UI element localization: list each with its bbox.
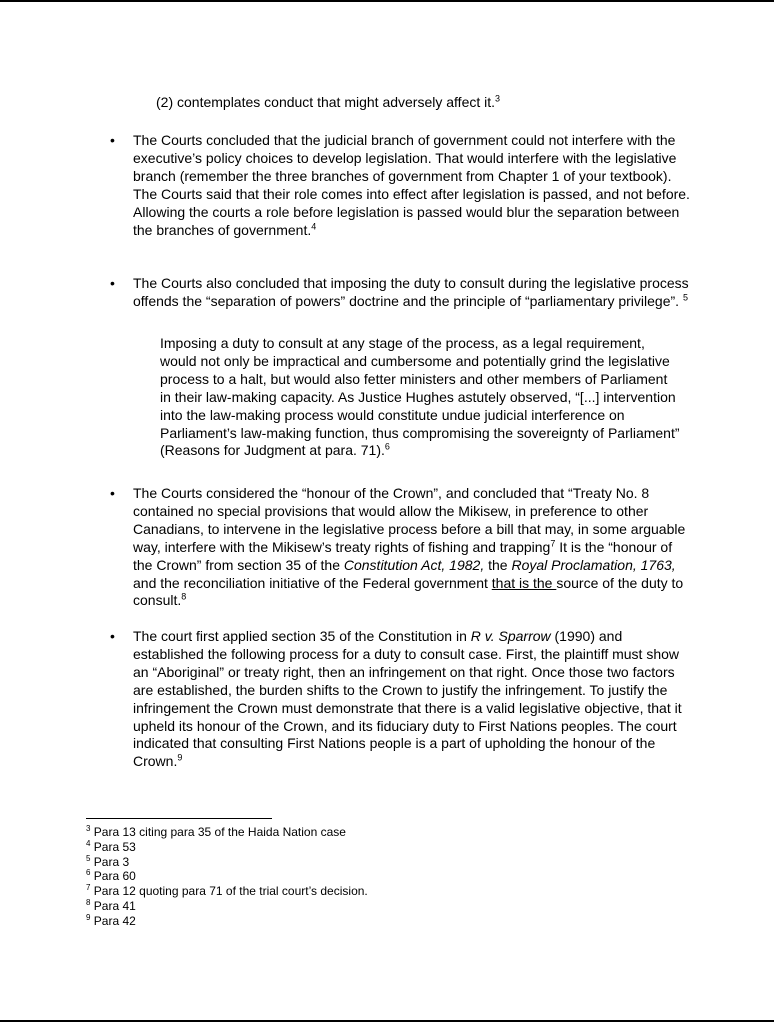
- footnote-ref[interactable]: 9: [177, 752, 183, 763]
- bullet-icon: •: [110, 628, 115, 644]
- footnote: $^5$ Para 3: [86, 853, 130, 869]
- bullet-icon: •: [110, 275, 115, 291]
- continuation-line: (2) contemplates conduct that might adversely affect it.$^3$: [156, 93, 501, 110]
- bullet-item-sparrow: The court first applied section 35 of the Constitution in R v. Sparrow (1990) and established the following process for a duty to consult case. First, the plaintiff must show an “Aboriginal” or treaty right, then an infringement on that right. Once those two factors are established, the burden shifts to the Crown to justify the infringement. To justify the infringement the Crown must demonstrate that there is a valid legislative objective, that it upheld its honour of the Crown, and its fiduciary duty to First Nations peoples. The court indicated that consulting First Nations people is a part of upholding the honour of the Crown.$^9$: [133, 628, 682, 770]
- footnote-ref[interactable]: 7: [550, 538, 556, 549]
- footnote-ref[interactable]: 6: [384, 441, 390, 452]
- underlined-text: that is the: [491, 574, 557, 591]
- bullet-icon: •: [110, 485, 115, 501]
- bullet-item-honour-of-crown: The Courts considered the “honour of the Crown”, and concluded that “Treaty No. 8 contained no special provisions that would allow the Mikisew, in preference to other Canadians, to intervene in the legislative process before a bill that may, in some arguable way, interfere with the Mikisew’s treaty rights of fishing and trapping$^7$ It is the “honour of the Crown” from section 35 of the Constitution Act, 1982, the Royal Proclamation, 1763, and the reconciliation initiative of the Federal government that is the source of the duty to consult.$^8$: [133, 485, 686, 609]
- footnote-ref[interactable]: 5: [682, 292, 688, 303]
- page-top-border: [0, 0, 774, 2]
- footnote: $^7$ Para 12 quoting para 71 of the trial court’s decision.: [86, 883, 368, 899]
- footnote: $^9$ Para 42: [86, 912, 136, 928]
- bullet-item-executive-policy: The Courts concluded that the judicial branch of government could not interfere with the executive’s policy choices to develop legislation. That would interfere with the legislative branch (remember the three branches of government from Chapter 1 of your textbook). The Courts said that their role comes into effect after legislation is passed, and not before. Allowing the courts a role before legislation is passed would blur the separation between the branches of government.$^4$: [133, 132, 690, 238]
- footnote: $^6$ Para 60: [86, 868, 136, 884]
- footnote: $^4$ Para 53: [86, 838, 136, 854]
- footnotes: [86, 825, 686, 929]
- page-bottom-border: [0, 1020, 774, 1022]
- footnote-ref[interactable]: 8: [181, 591, 187, 602]
- footnote-ref[interactable]: 4: [311, 220, 317, 231]
- bullet-icon: •: [110, 132, 115, 148]
- footnote: $^3$ Para 13 citing para 35 of the Haida Nation case: [86, 824, 346, 839]
- bullet-item-separation-of-powers: The Courts also concluded that imposing the duty to consult during the legislative process offends the “separation of powers” doctrine and the principle of “parliamentary privilege”. $^5$: [133, 275, 689, 309]
- footnote-ref[interactable]: 3: [495, 93, 501, 104]
- footnote-separator: [86, 818, 272, 819]
- block-quote: Imposing a duty to consult at any stage of the process, as a legal requirement, would not only be impractical and cumbersome and potentially grind the legislative process to a halt, but would also fetter ministers and other members of Parliament in their law-making capacity. As Justice Hughes astutely observed, “[...] intervention into the law-making process would constitute undue judicial interference on Parliament’s law-making function, thus compromising the sovereignty of Parliament” (Reasons for Judgment at para. 71).$^6$: [160, 335, 680, 459]
- footnote: $^8$ Para 41: [86, 897, 136, 913]
